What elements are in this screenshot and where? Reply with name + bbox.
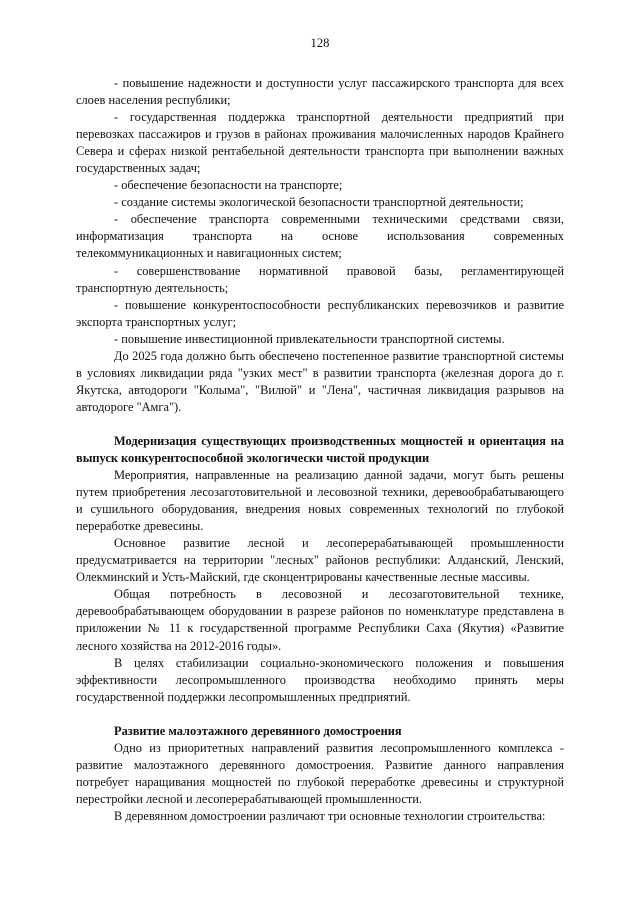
paragraph-forest-regions: Основное развитие лесной и лесоперерабатывающей промышленности предусматривается на территории "лесных" районов республики: Алданский, Ленский, Олекминский и Усть-Майский, где сконцентрированы качественные лесные массивы. <box>76 536 564 585</box>
list-item-communications: - обеспечение транспорта современными техническими средствами связи, информатизация транспорта на основе использования современных телекоммуникационных и навигационных систем; <box>76 212 564 261</box>
list-item-passenger-transport: - повышение надежности и доступности услуг пассажирского транспорта для всех слоев населения республики; <box>76 76 564 108</box>
paragraph-equipment-needs: Общая потребность в лесовозной и лесозаготовительной технике, деревообрабатывающем оборудовании в разрезе районов по номенклатуре представлена в приложении № 11 к государственной программе Республики Саха (Якутия) «Развитие лесного хозяйства на 2012-2016 годы». <box>76 587 564 653</box>
paragraph-measures: Мероприятия, направленные на реализацию данной задачи, могут быть решены путем приобретения лесозаготовительной и лесовозной техники, деревообрабатывающего и сушильного оборудования, внедрения новых современных технологий по глубокой переработке древесины. <box>76 468 564 534</box>
list-item-investment: - повышение инвестиционной привлекательности транспортной системы. <box>114 331 505 346</box>
paragraph-technologies: В деревянном домостроении различают три основные технологии строительства: <box>114 808 546 823</box>
list-item-legal-base: - совершенствование нормативной правовой базы, регламентирующей транспортную деятельность; <box>76 263 564 295</box>
list-item-competitiveness: - повышение конкурентоспособности республиканских перевозчиков и развитие экспорта транспортных услуг; <box>76 297 564 329</box>
list-item-transport-safety: - обеспечение безопасности на транспорте; <box>114 178 343 193</box>
page-content <box>76 75 564 825</box>
section-heading-housing: Развитие малоэтажного деревянного домостроения <box>114 723 402 738</box>
list-item-state-support: - государственная поддержка транспортной деятельности предприятий при перевозках пассажиров и грузов в районах проживания малочисленных народов Крайнего Севера и сферах низкой рентабельной деятельности транспорта при выполнении важных государственных задач; <box>76 110 564 176</box>
paragraph-state-support: В целях стабилизации социально-экономического положения и повышения эффективности лесопромышленного производства необходимо принять меры государственной поддержки лесопромышленных предприятий. <box>76 655 564 704</box>
list-item-ecological-safety: - создание системы экологической безопасности транспортной деятельности; <box>114 195 524 210</box>
page-number: 128 <box>310 36 330 50</box>
paragraph-2025-development: До 2025 года должно быть обеспечено постепенное развитие транспортной системы в условиях ликвидации ряда "узких мест" в развитии транспорта (железная дорога до г. Якутска, автодороги "Колыма", "Вилюй" и "Лена", частичная ликвидация разрывов на автодороге "Амга"). <box>76 348 564 414</box>
section-heading-modernization: Модернизация существующих производственных мощностей и ориентация на выпуск конкурентоспособной экологически чистой продукции <box>76 433 564 465</box>
paragraph-priority-direction: Одно из приоритетных направлений развития лесопромышленного комплекса - развитие малоэтажного деревянного домостроения. Развитие данного направления потребует наращивания мощностей по глубокой переработке древесины и структурной перестройки лесной и лесоперерабатывающей промышленности. <box>76 740 564 806</box>
